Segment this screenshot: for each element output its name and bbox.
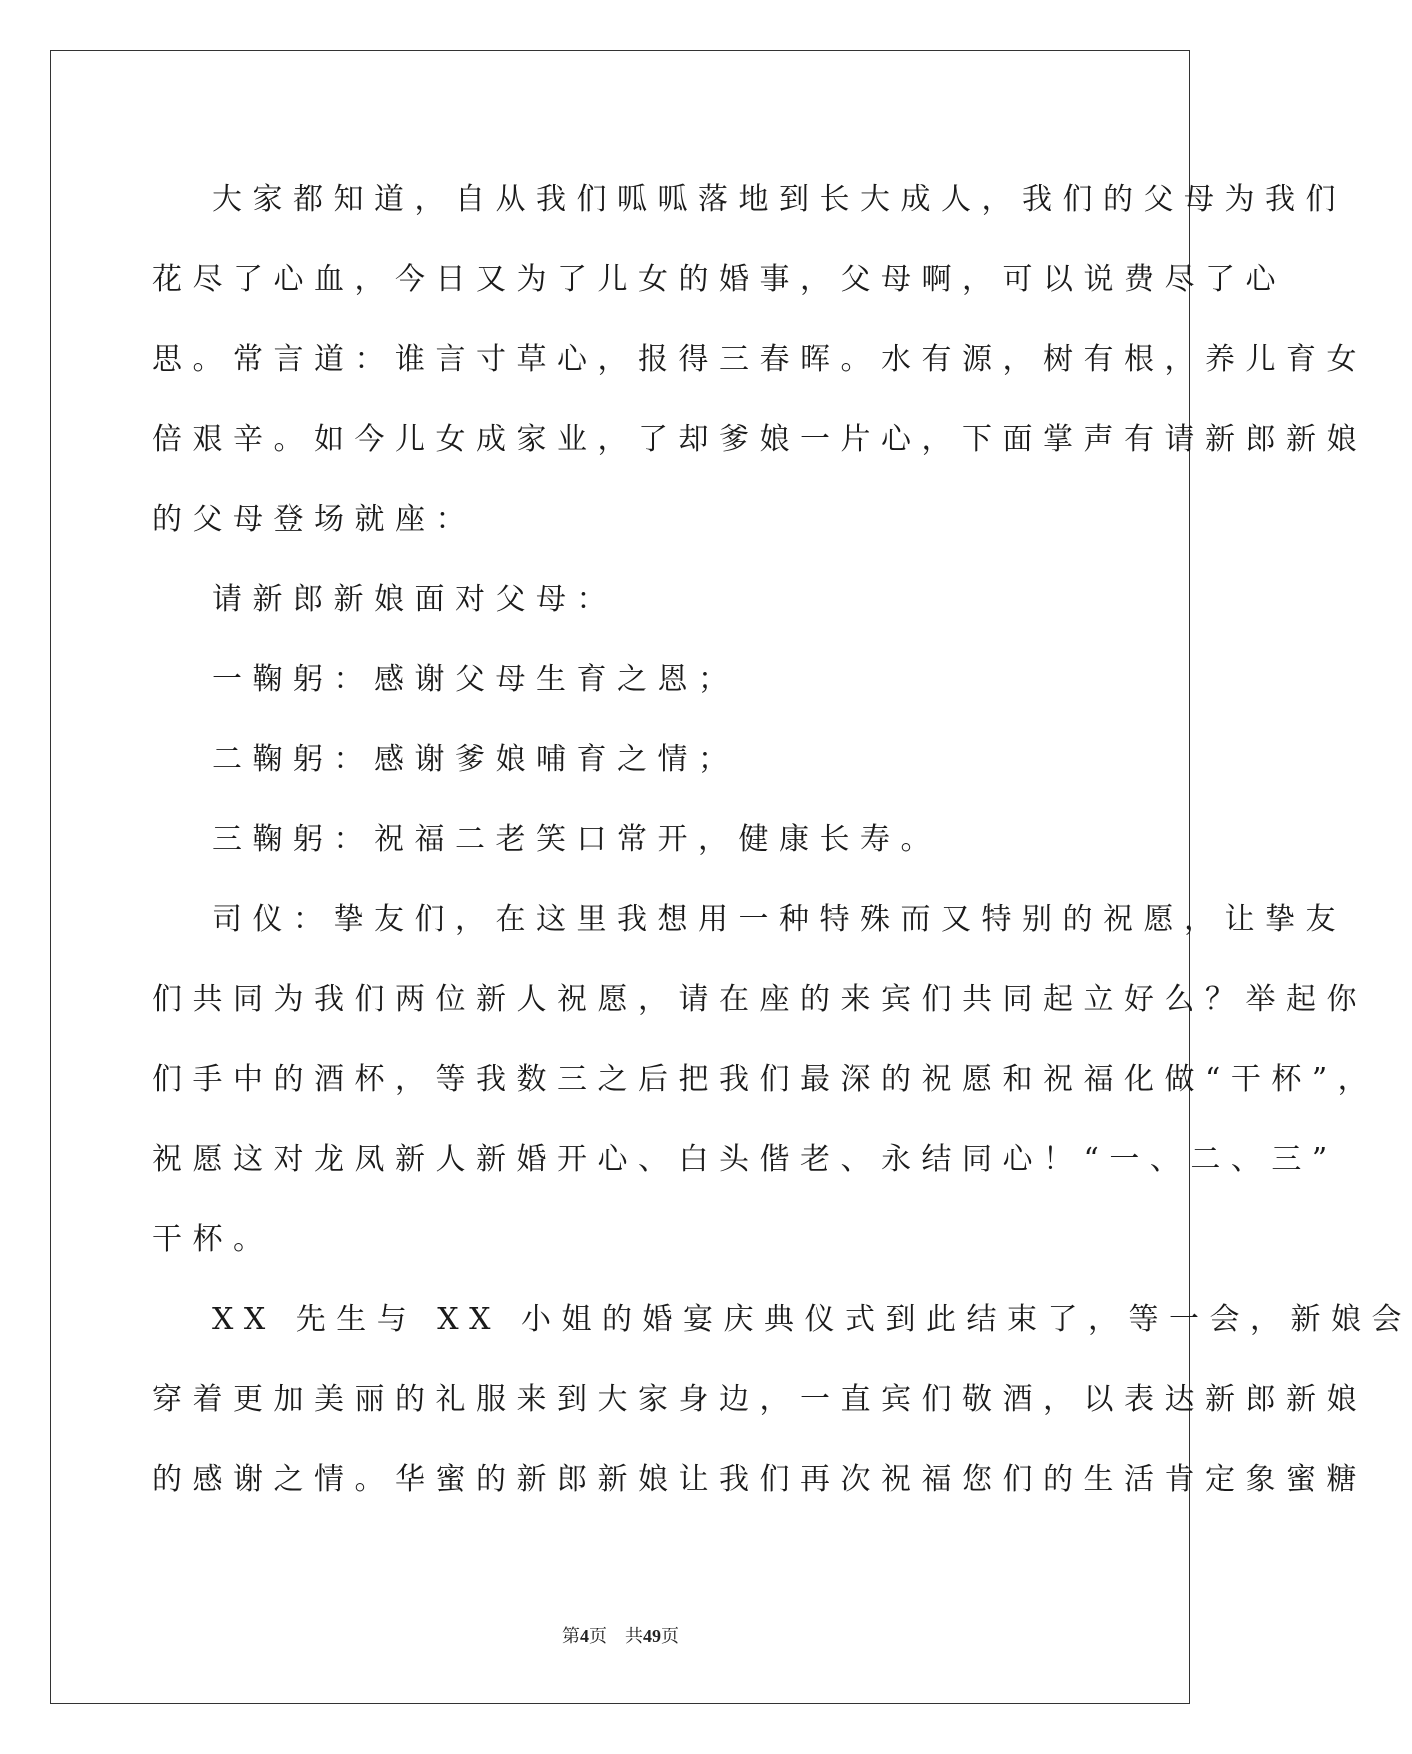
- paragraph-toast: [152, 880, 1379, 1280]
- total-prefix: 共: [625, 1626, 643, 1646]
- text-line: 们共同为我们两位新人祝愿，请在座的来宾们共同起立好么？举起你: [152, 982, 1367, 1017]
- text-line: 一鞠躬：感谢父母生育之恩；: [212, 662, 739, 697]
- page-footer: [0, 1622, 1241, 1648]
- page-number: 4: [580, 1626, 589, 1646]
- text-line: 干杯。: [152, 1222, 274, 1257]
- text-line: 的父母登场就座：: [152, 502, 476, 537]
- text-line: 的感谢之情。华蜜的新郎新娘让我们再次祝福您们的生活肯定象蜜糖: [152, 1462, 1367, 1497]
- text-line: 思。常言道：谁言寸草心，报得三春晖。水有源，树有根，养儿育女: [152, 342, 1367, 377]
- text-line: 花尽了心血，今日又为了儿女的婚事，父母啊，可以说费尽了心: [152, 262, 1286, 297]
- document-body: [152, 160, 1412, 1520]
- text-line: 请新郎新娘面对父母：: [212, 582, 617, 617]
- text-line: 倍艰辛。如今儿女成家业，了却爹娘一片心，下面掌声有请新郎新娘: [152, 422, 1367, 457]
- paragraph-first-bow: [152, 640, 1088, 720]
- paragraph-closing: [152, 1280, 1412, 1520]
- text-line: XX 先生与 XX 小姐的婚宴庆典仪式到此结束了，等一会，新娘会: [212, 1302, 1412, 1337]
- total-pages: 49: [643, 1626, 661, 1646]
- text-line: 二鞠躬：感谢爹娘哺育之情；: [212, 742, 739, 777]
- page-prefix: 第: [562, 1626, 580, 1646]
- page-suffix: 页: [589, 1626, 607, 1646]
- paragraph-face-parents: [152, 560, 1088, 640]
- text-line: 三鞠躬：祝福二老笑口常开，健康长寿。: [212, 822, 941, 857]
- total-suffix: 页: [661, 1626, 679, 1646]
- text-line: 祝愿这对龙凤新人新婚开心、白头偕老、永结同心！“一、二、三”: [152, 1142, 1338, 1177]
- paragraph-parents-tribute: [152, 160, 1367, 560]
- text-line: 们手中的酒杯，等我数三之后把我们最深的祝愿和祝福化做“干杯”，: [152, 1062, 1379, 1097]
- text-line: 司仪：挚友们，在这里我想用一种特殊而又特别的祝愿，让挚友: [212, 902, 1346, 937]
- text-line: 穿着更加美丽的礼服来到大家身边，一直宾们敬酒，以表达新郎新娘: [152, 1382, 1367, 1417]
- text-line: 大家都知道，自从我们呱呱落地到长大成人，我们的父母为我们: [212, 182, 1346, 217]
- paragraph-third-bow: [152, 800, 1088, 880]
- paragraph-second-bow: [152, 720, 1088, 800]
